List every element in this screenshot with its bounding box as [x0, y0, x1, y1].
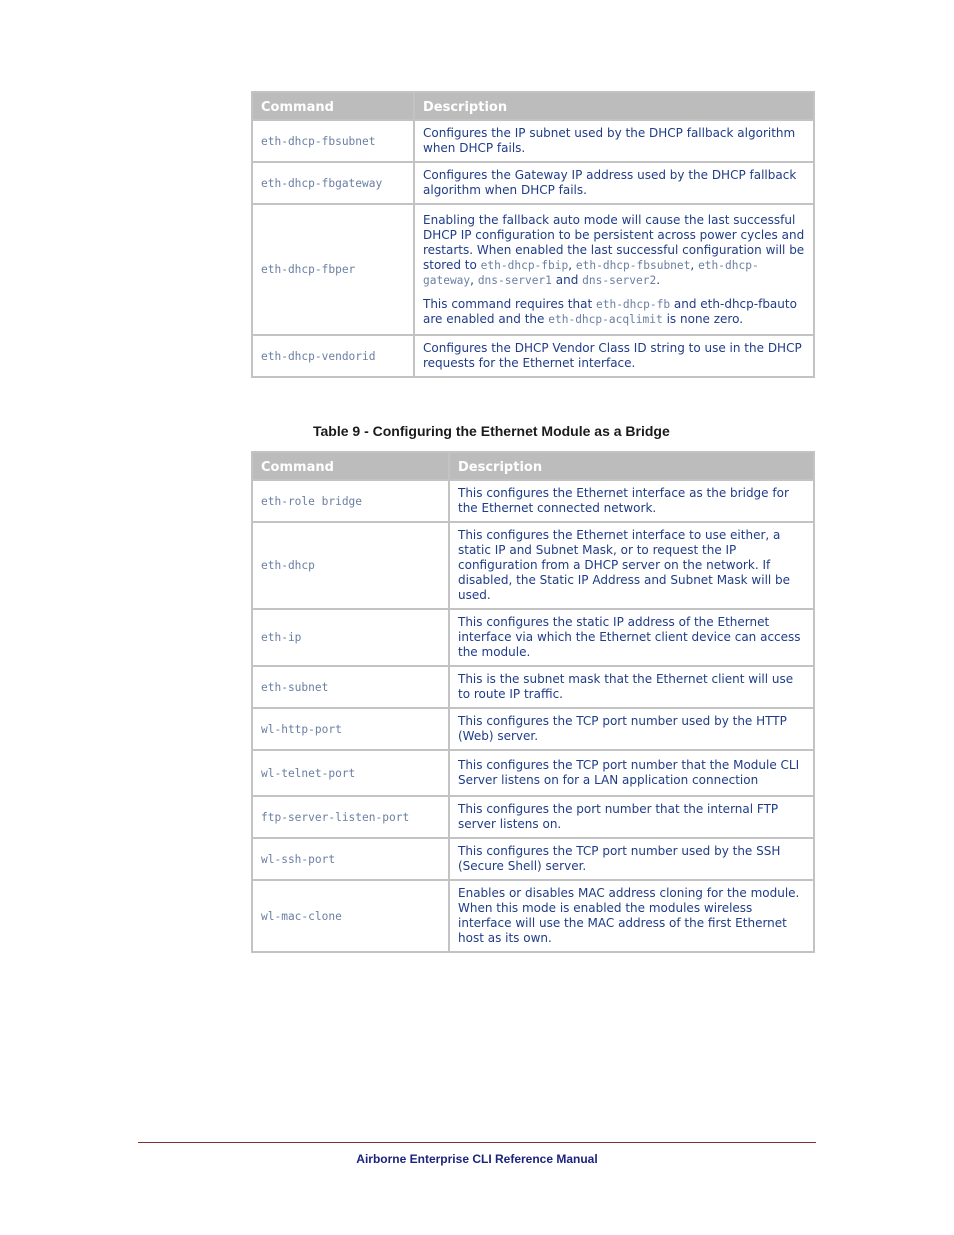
table-row [252, 162, 814, 204]
bridge-command-table [251, 451, 815, 953]
description-cell: Configures the DHCP Vendor Class ID string to use in the DHCP requests for the Ethernet interface. [414, 335, 814, 377]
table-row [252, 666, 814, 708]
separator: . [656, 272, 661, 287]
separator: , [568, 257, 573, 272]
separator: , [690, 257, 695, 272]
description-cell: Configures the IP subnet used by the DHCP fallback algorithm when DHCP fails. [414, 120, 814, 162]
command-cell: eth-dhcp [252, 522, 449, 609]
command-cell: eth-subnet [252, 666, 449, 708]
description-paragraph [423, 213, 805, 288]
column-header-command: Command [252, 92, 414, 120]
description-cell: This configures the TCP port number that the Module CLI Server listens on for a LAN application connection [449, 750, 814, 796]
table-header-row [252, 452, 814, 480]
table-row [252, 750, 814, 796]
command-cell: eth-dhcp-fbper [252, 204, 414, 335]
description-text: is none zero. [666, 311, 744, 326]
table-header-row [252, 92, 814, 120]
table-row [252, 335, 814, 377]
inline-code: eth-dhcp-fb [595, 297, 671, 311]
table-row [252, 480, 814, 522]
description-text: and eth-dhcp-fbauto are enabled and the [423, 296, 797, 326]
inline-code: eth-dhcp-acqlimit [548, 312, 663, 326]
inline-code: dns-server1 [477, 273, 552, 287]
description-text: Enabling the fallback auto mode will cause the last successful DHCP IP configuration to be persistent across power cycles and restarts. When enabled the last successful configuration will be stored to [423, 212, 805, 272]
description-cell: This is the subnet mask that the Ethernet client will use to route IP traffic. [449, 666, 814, 708]
column-header-description: Description [449, 452, 814, 480]
description-cell: Configures the Gateway IP address used by the DHCP fallback algorithm when DHCP fails. [414, 162, 814, 204]
table-caption: Table 9 - Configuring the Ethernet Module as a Bridge [313, 423, 670, 439]
description-text: This command requires that [423, 296, 593, 311]
inline-code: dns-server2 [582, 273, 657, 287]
command-cell: eth-dhcp-fbgateway [252, 162, 414, 204]
description-cell: Enables or disables MAC address cloning for the module. When this mode is enabled the modules wireless interface will use the MAC address of the first Ethernet host as its own. [449, 880, 814, 952]
command-cell: ftp-server-listen-port [252, 796, 449, 838]
command-cell: eth-dhcp-fbsubnet [252, 120, 414, 162]
dhcp-fallback-command-table [251, 91, 815, 378]
description-cell: This configures the Ethernet interface as the bridge for the Ethernet connected network. [449, 480, 814, 522]
table-row [252, 880, 814, 952]
footer-title: Airborne Enterprise CLI Reference Manual [356, 1152, 598, 1166]
table-row [252, 708, 814, 750]
command-cell: eth-role bridge [252, 480, 449, 522]
description-cell: This configures the TCP port number used by the SSH (Secure Shell) server. [449, 838, 814, 880]
description-cell: This configures the port number that the internal FTP server listens on. [449, 796, 814, 838]
description-cell: This configures the TCP port number used by the HTTP (Web) server. [449, 708, 814, 750]
separator: , [470, 272, 474, 287]
command-cell: eth-dhcp-vendorid [252, 335, 414, 377]
command-cell: wl-http-port [252, 708, 449, 750]
command-cell: eth-ip [252, 609, 449, 666]
description-cell: This configures the static IP address of the Ethernet interface via which the Ethernet client device can access the module. [449, 609, 814, 666]
command-cell: wl-telnet-port [252, 750, 449, 796]
table-row [252, 838, 814, 880]
description-cell [414, 204, 814, 335]
command-cell: wl-mac-clone [252, 880, 449, 952]
table-row [252, 120, 814, 162]
table-row [252, 204, 814, 335]
description-text: and [555, 272, 579, 287]
footer-divider [138, 1142, 816, 1143]
inline-code: eth-dhcp-fbsubnet [575, 258, 691, 272]
column-header-command: Command [252, 452, 449, 480]
inline-code: eth-dhcp-gateway [423, 258, 759, 287]
inline-code: eth-dhcp-fbip [480, 258, 569, 272]
description-cell: This configures the Ethernet interface to use either, a static IP and Subnet Mask, or to request the IP configuration from a DHCP server on the network. If disabled, the Static IP Address and Subnet Mask will be used. [449, 522, 814, 609]
table-row [252, 796, 814, 838]
table-row [252, 609, 814, 666]
description-paragraph [423, 297, 805, 327]
column-header-description: Description [414, 92, 814, 120]
table-row [252, 522, 814, 609]
command-cell: wl-ssh-port [252, 838, 449, 880]
